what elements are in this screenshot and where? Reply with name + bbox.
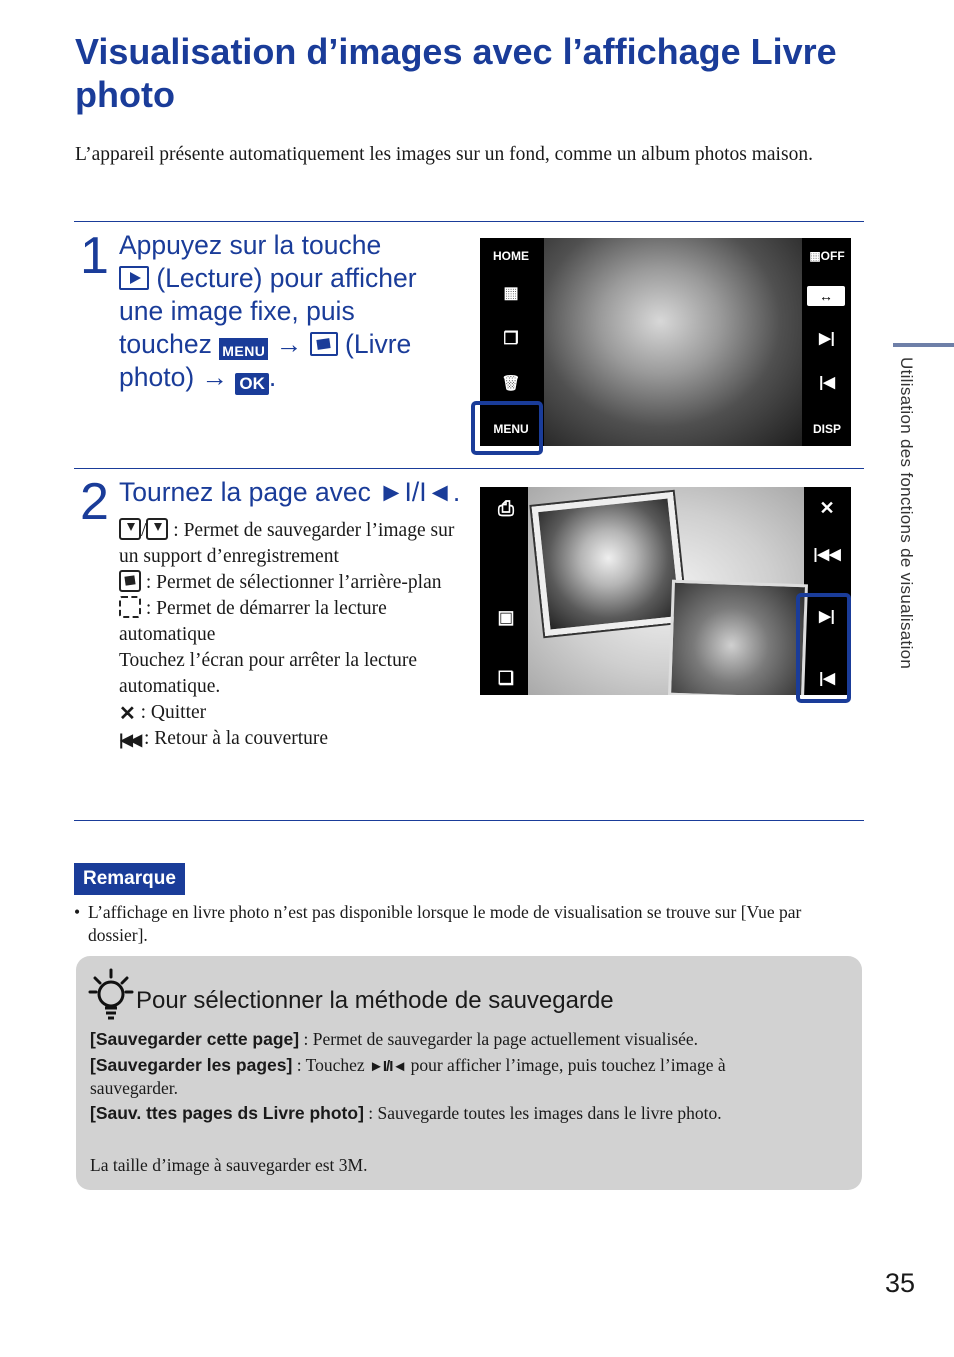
divider — [74, 468, 864, 469]
trash-icon[interactable]: 🗑 — [501, 375, 521, 392]
close-icon[interactable]: ✕ — [819, 498, 835, 518]
save-all-icon — [146, 518, 168, 540]
divider — [74, 820, 864, 821]
scroll-arrows-icon[interactable]: ↔ — [807, 286, 845, 306]
step-number-2: 2 — [80, 473, 109, 531]
disp-button[interactable]: DISP — [812, 422, 841, 436]
divider — [74, 221, 864, 222]
tip-line-save-page: [Sauvegarder cette page] : Permet de sauvegarder la page actuellement visualisée. — [90, 1029, 699, 1049]
tip-line-save-all: [Sauv. ttes pages ds Livre photo] : Sauvegarde toutes les images dans le livre photo. — [90, 1103, 722, 1123]
intro-text: L’appareil présente automatiquement les images sur un fond, comme un album photos maison. — [75, 144, 813, 165]
home-button[interactable]: HOME — [493, 249, 529, 263]
save-icon[interactable]: ⎙ — [498, 498, 514, 520]
step-number-1: 1 — [80, 227, 109, 285]
step-2-heading: Tournez la page avec ►I/I◄. — [119, 477, 461, 507]
step-2-descriptions: / : Permet de sauvegarder l’image sur un support d’enregistrement : Permet de sélectionner l’arrière-plan : Permet de démarrer la lecture automatique Touchez l’écran pour arrêter la lecture automatique. ✕ : Quitter |◀◀ : Retour à la couverture — [119, 520, 455, 749]
tip-title: Pour sélectionner la méthode de sauvegarde — [136, 987, 614, 1014]
next-page-icon[interactable]: ▶| — [819, 608, 835, 625]
first-page-icon[interactable]: |◀◀ — [813, 546, 841, 563]
display-off-button[interactable]: ▦OFF — [809, 249, 845, 263]
menu-highlight — [471, 401, 543, 455]
slideshow-icon[interactable]: ❐ — [503, 329, 519, 348]
menu-button[interactable]: MENU — [493, 422, 529, 436]
previous-page-icon[interactable]: |◀ — [819, 670, 835, 687]
page-turn-icon: ►I/I◄ — [369, 1058, 407, 1075]
side-tab-label: Utilisation des fonctions de visualisation — [897, 357, 916, 670]
slideshow-icon[interactable]: ❏ — [497, 668, 515, 688]
photo-book-icon — [310, 332, 338, 356]
note-label: Remarque — [74, 863, 185, 895]
step-1-instruction: Appuyez sur la touche (Lecture) pour afficher une image fixe, puis touchez MENU → (Livre photo) → OK . — [119, 230, 417, 393]
lightbulb-icon — [88, 968, 134, 1020]
next-icon[interactable]: ▶| — [819, 330, 835, 347]
tip-line-image-size: La taille d’image à sauvegarder est 3M. — [90, 1155, 368, 1175]
kitten-photo — [544, 238, 802, 446]
background-icon — [119, 570, 141, 592]
index-icon[interactable]: ▦ — [503, 285, 519, 302]
background-icon[interactable]: ▣ — [497, 607, 515, 627]
note-text: • L’affichage en livre photo n’est pas disponible lorsque le mode de visualisation se trouve sur [Vue par dossier]. — [74, 902, 802, 945]
page-number: 35 — [885, 1268, 916, 1298]
bullet: • — [74, 902, 81, 922]
page-turn-highlight — [796, 593, 851, 703]
side-tab-bar — [893, 343, 954, 347]
menu-icon: MENU — [219, 338, 268, 360]
kitten-photo-1 — [532, 492, 687, 636]
slideshow-icon — [119, 596, 141, 618]
previous-icon[interactable]: |◀ — [819, 374, 835, 391]
close-icon: ✕ — [119, 703, 136, 725]
first-page-icon: |◀◀ — [119, 732, 140, 749]
kitten-photo-2 — [668, 580, 808, 695]
play-icon — [119, 266, 149, 290]
tip-line-save-pages-cont: sauvegarder. — [90, 1078, 178, 1098]
save-icon — [119, 518, 141, 540]
ok-icon: OK — [235, 373, 269, 395]
page-title: Visualisation d’images avec l’affichage Livre photo — [75, 31, 837, 115]
tip-line-save-pages: [Sauvegarder les pages] : Touchez ►I/I◄ pour afficher l’image, puis touchez l’image à — [90, 1055, 726, 1075]
